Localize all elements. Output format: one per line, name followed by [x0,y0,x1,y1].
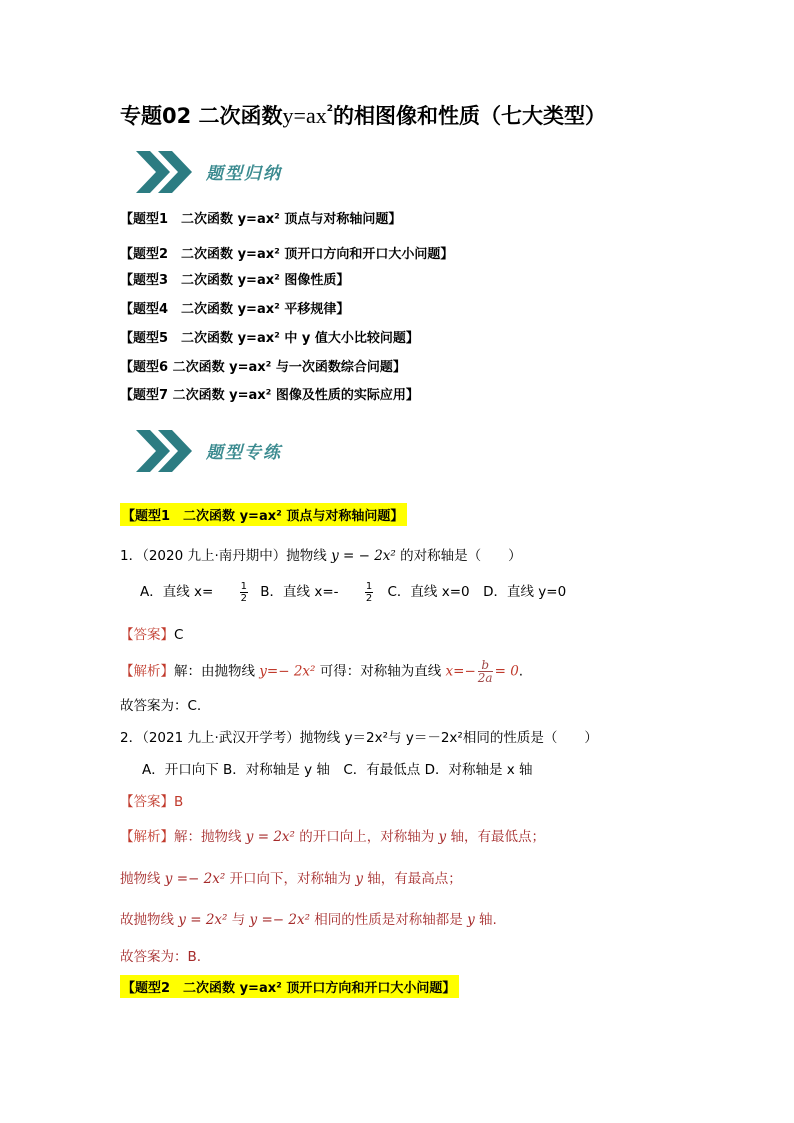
question-2-answer: 【答案】B [120,794,184,810]
summary-banner-label: 题型归纳 [206,164,282,184]
double-chevron-icon [132,145,206,199]
toc-item: 【题型7 二次函数 y=ax² 图像及性质的实际应用】 [120,388,419,403]
practice-banner [132,424,312,478]
question-2-conclusion: 故答案为：B. [120,949,202,965]
practice-banner-label: 题型专练 [206,443,282,463]
question-1-stem: 1．（2020 九上·南丹期中）抛物线 y = − 2x² 的对称轴是（ ） [120,548,522,564]
fraction-one-half: $\frac{1}{2}$ [240,580,247,604]
question-1-answer: 【答案】C [120,627,184,643]
toc-item: 【题型3 二次函数 y=ax² 图像性质】 [120,273,350,288]
double-chevron-icon [132,424,206,478]
section-2-header: 【题型2 二次函数 y=ax² 顶开口方向和开口大小问题】 [120,975,459,998]
toc-item: 【题型4 二次函数 y=ax² 平移规律】 [120,302,350,317]
question-1-analysis: 【解析】解：由抛物线 y=− 2x² 可得：对称轴为直线 x=− $\frac{b}{2a} = 0$. [120,658,524,685]
toc-item: 【题型6 二次函数 y=ax² 与一次函数综合问题】 [120,360,406,375]
summary-banner [132,145,312,199]
question-1-conclusion: 故答案为：C. [120,698,202,714]
toc-item: 【题型5 二次函数 y=ax² 中 y 值大小比较问题】 [120,331,419,346]
document-title: 专题02 二次函数$y=ax^2$的相图像和性质（七大类型） [120,103,606,128]
section-1-header: 【题型1 二次函数 y=ax² 顶点与对称轴问题】 [120,503,407,526]
question-2-analysis-line-1: 【解析】解：抛物线 y = 2x² 的开口向上，对称轴为 y 轴，有最低点； [120,829,545,845]
fraction-one-half: $\frac{1}{2}$ [365,580,373,604]
question-2-stem: 2．（2021 九上·武汉开学考）抛物线 y＝2x²与 y＝－2x²相同的性质是（ ） [120,730,598,746]
fraction-b-over-2a: $\frac{b}{2a}$ [477,658,493,685]
question-2-analysis-line-2: 抛物线 y =− 2x² 开口向下，对称轴为 y 轴，有最高点； [120,871,462,887]
question-2-options: A．开口向下 B．对称轴是 y 轴 C．有最低点 D．对称轴是 x 轴 [142,762,533,778]
toc-item: 【题型2 二次函数 y=ax² 顶开口方向和开口大小问题】 [120,247,454,262]
question-1-options: A．直线 x= $\frac{1}{2}$ B．直线 x=- $\frac{1}{2}$ C．直线 x=0 D．直线 y=0 [140,580,567,604]
question-2-analysis-line-3: 故抛物线 y = 2x² 与 y =− 2x² 相同的性质是对称轴都是 y 轴. [120,912,497,928]
toc-item: 【题型1 二次函数 y=ax² 顶点与对称轴问题】 [120,212,402,227]
